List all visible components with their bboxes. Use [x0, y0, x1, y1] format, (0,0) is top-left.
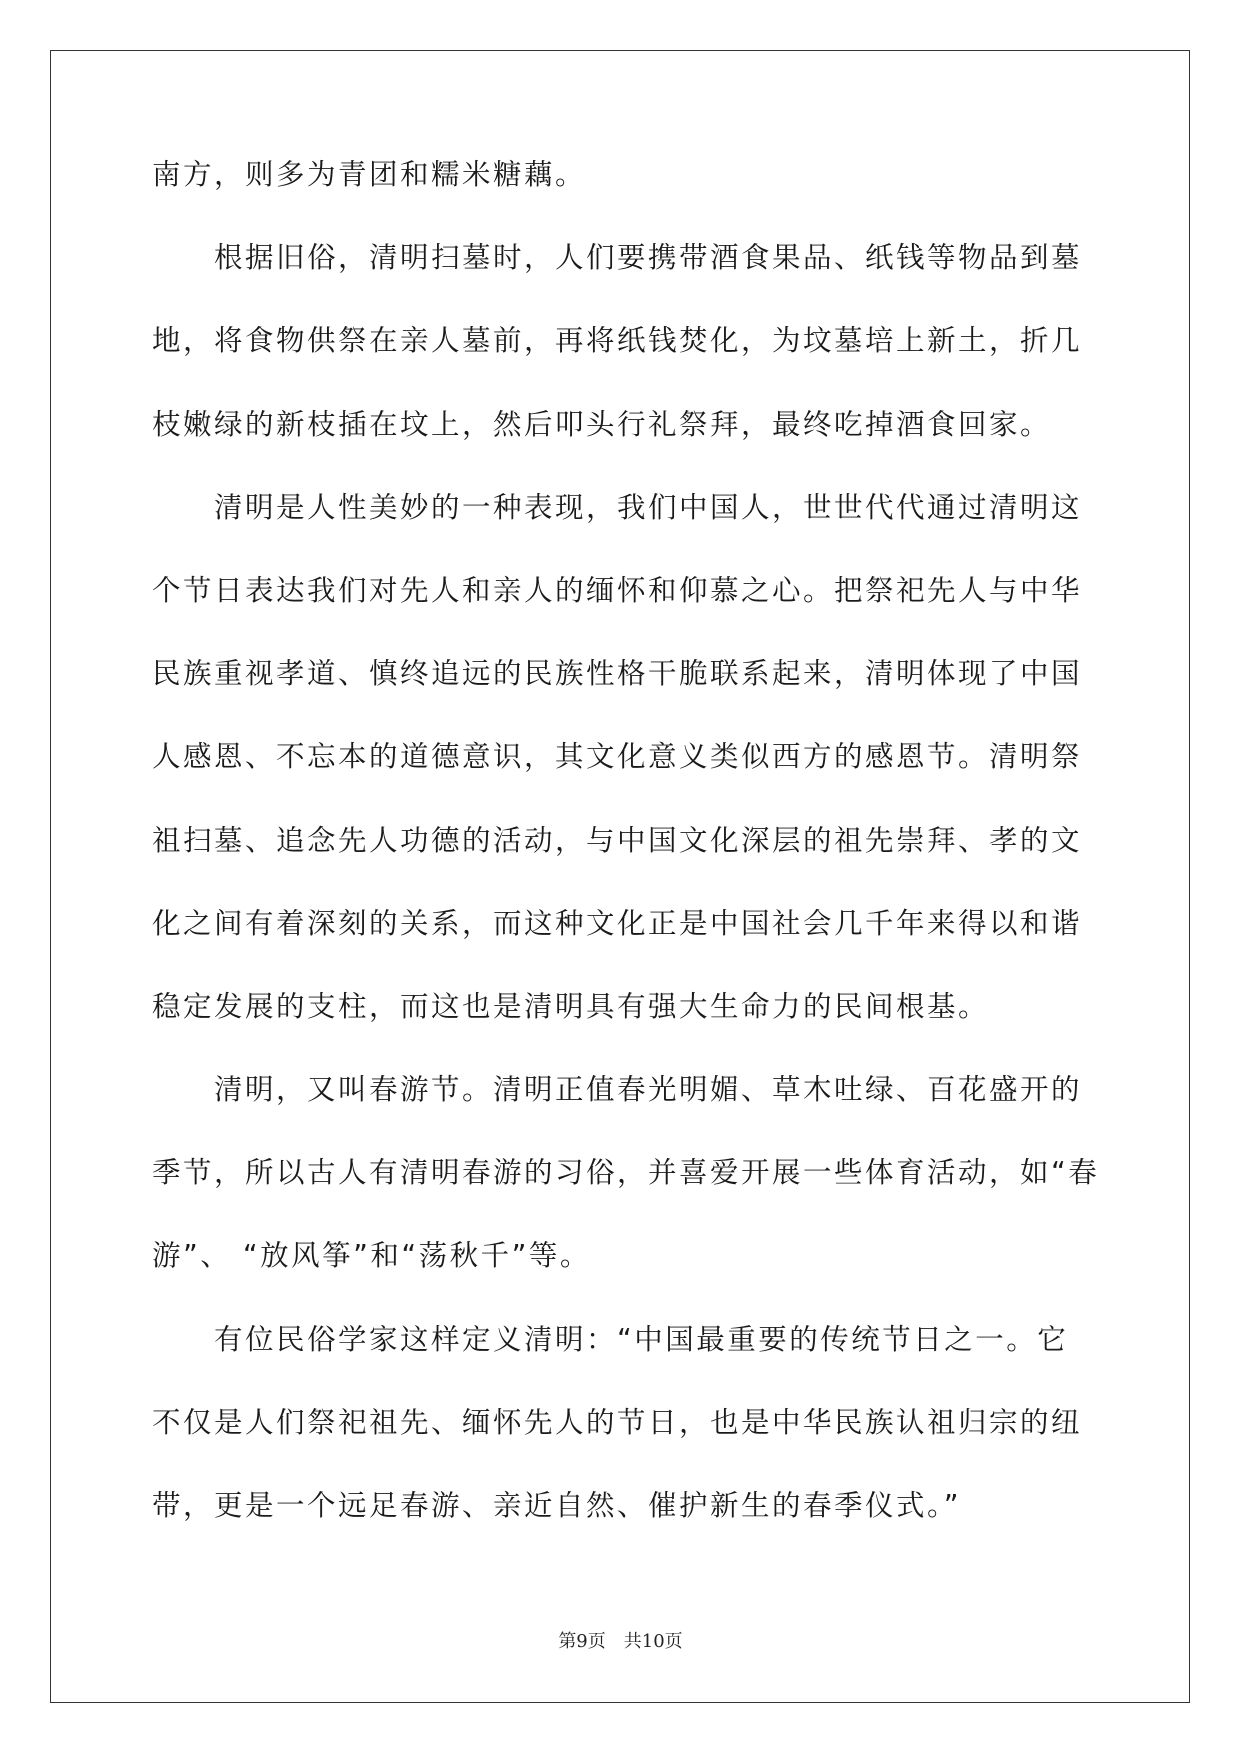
text-line: 带，更是一个远足春游、亲近自然、催护新生的春季仪式。”: [152, 1489, 962, 1522]
document-body: [152, 157, 1100, 1571]
text-line: 南方，则多为青团和糯米糖藕。: [152, 158, 587, 191]
text-line: 祖扫墓、追念先人功德的活动，与中国文化深层的祖先崇拜、孝的文: [152, 823, 1083, 857]
text-line: 有位民俗学家这样定义清明：“中国最重要的传统节日之一。它: [214, 1322, 1069, 1356]
text-line: 化之间有着深刻的关系，而这种文化正是中国社会几千年来得以和谐: [152, 906, 1083, 940]
text-line: 稳定发展的支柱，而这也是清明具有强大生命力的民间根基。: [152, 989, 990, 1023]
text-line: 枝嫩绿的新枝插在坟上，然后叩头行礼祭拜，最终吃掉酒食回家。: [152, 407, 1052, 441]
text-line: 地，将食物供祭在亲人墓前，再将纸钱焚化，为坟墓培上新土，折几: [152, 324, 1083, 358]
text-line: 不仅是人们祭祀祖先、缅怀先人的节日，也是中华民族认祖归宗的纽: [152, 1405, 1083, 1439]
text-line: 个节日表达我们对先人和亲人的缅怀和仰慕之心。把祭祀先人与中华: [152, 573, 1083, 607]
text-line: 清明，又叫春游节。清明正值春光明媚、草木吐绿、百花盛开的: [214, 1073, 1083, 1107]
text-line: 游”、 “放风筝”和“荡秋千”等。: [152, 1239, 591, 1273]
text-line: 人感恩、不忘本的道德意识，其文化意义类似西方的感恩节。清明祭: [152, 740, 1083, 774]
text-line: 民族重视孝道、慎终追远的民族性格干脆联系起来，清明体现了中国: [152, 657, 1083, 691]
page-total: 共10页: [623, 1631, 683, 1652]
page-footer: [0, 1630, 1241, 1654]
text-line: 清明是人性美妙的一种表现，我们中国人，世世代代通过清明这: [214, 490, 1083, 524]
text-line: 季节，所以古人有清明春游的习俗，并喜爱开展一些体育活动，如“春: [152, 1156, 1100, 1190]
text-line: 根据旧俗，清明扫墓时，人们要携带酒食果品、纸钱等物品到墓: [214, 241, 1083, 275]
page-number: 第9页: [558, 1631, 606, 1652]
